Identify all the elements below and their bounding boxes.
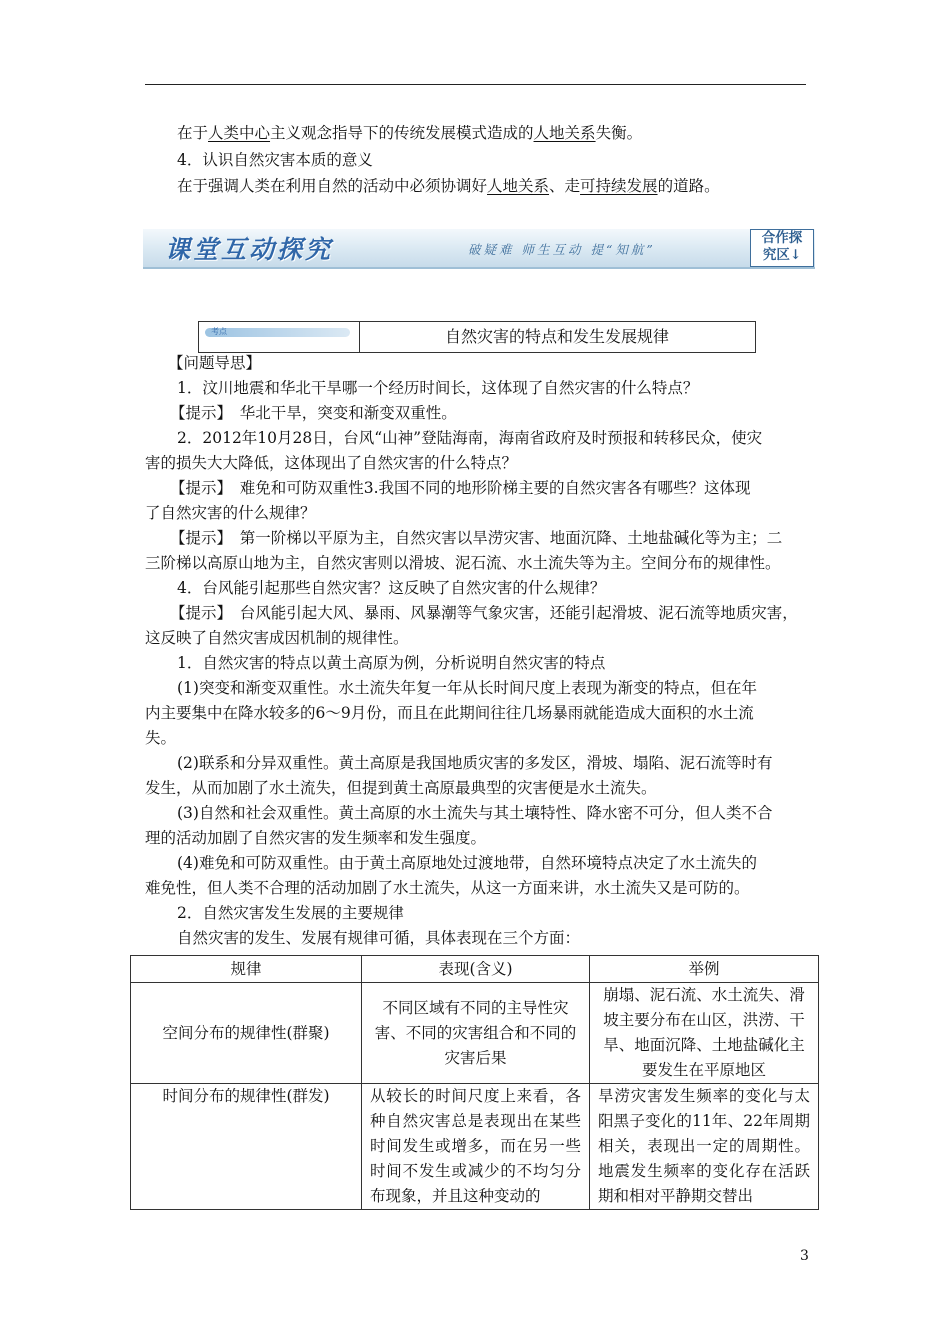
- table-cell-rule: 空间分布的规律性(群聚): [131, 983, 362, 1084]
- paragraph-line: 自然灾害的发生、发展有规律可循，具体表现在三个方面：: [177, 929, 581, 947]
- table-row: [131, 1084, 819, 1210]
- paragraph-line: 三阶梯以高原山地为主，自然灾害则以滑坡、泥石流、水土流失等为主。空间分布的规律性。: [145, 554, 781, 572]
- intro-line-1: [177, 121, 842, 146]
- underlined-term: 人类中心: [208, 124, 271, 142]
- paragraph-line: 【提示】 台风能引起大风、暴雨、风暴潮等气象灾害，还能引起滑坡、泥石流等地质灾害，: [170, 604, 798, 622]
- paragraph-line: 了自然灾害的什么规律？: [145, 504, 316, 522]
- page-number: 3: [800, 1248, 809, 1264]
- text-run: 在于: [177, 124, 209, 142]
- section-banner: [143, 229, 815, 269]
- paragraph-line: 【提示】 第一阶梯以平原为主，自然灾害以旱涝灾害、地面沉降、土地盐碱化等为主；二: [170, 529, 783, 547]
- text-run: 、走: [549, 177, 581, 195]
- table-cell-meaning: 不同区域有不同的主导性灾害、不同的灾害组合和不同的灾害后果: [362, 983, 590, 1084]
- paragraph-line: 理的活动加剧了自然灾害的发生频率和发生强度。: [145, 829, 487, 847]
- header-rule: [145, 84, 806, 85]
- banner-title: 课堂互动探究: [165, 235, 334, 264]
- table-cell-example: 崩塌、泥石流、水土流失、滑坡主要分布在山区，洪涝、干旱、地面沉降、土地盐碱化主要发生在平原地区: [590, 983, 819, 1084]
- paragraph-line: 【提示】 难免和可防双重性3.我国不同的地形阶梯主要的自然灾害各有哪些？这体现: [170, 479, 751, 497]
- table-header-row: [131, 956, 819, 983]
- table-cell-rule: 时间分布的规律性(群发): [131, 1084, 362, 1210]
- table-row: [131, 983, 819, 1084]
- paragraph-line: 1．自然灾害的特点以黄土高原为例，分析说明自然灾害的特点: [177, 654, 606, 672]
- paragraph-line: (4)难免和可防双重性。由于黄土高原地处过渡地带，自然环境特点决定了水土流失的: [177, 854, 757, 872]
- banner-subtitle: 破疑难 师生互动 提“知航”: [468, 242, 656, 257]
- badge-line-1: 合作探: [761, 230, 803, 246]
- underlined-term: 可持续发展: [580, 177, 658, 195]
- paragraph-line: 害的损失大大降低，这体现出了自然灾害的什么特点？: [145, 454, 518, 472]
- paragraph-line: 2．自然灾害发生发展的主要规律: [177, 904, 404, 922]
- question-guide-heading: 【问题导思】: [168, 354, 262, 372]
- paragraph-line: (3)自然和社会双重性。黄土高原的水土流失与其土壤特性、降水密不可分，但人类不合: [177, 804, 773, 822]
- text-run: 的道路。: [657, 177, 720, 195]
- text-run: 失衡。: [595, 124, 643, 142]
- paragraph-line: 难免性，但人类不合理的活动加剧了水土流失，从这一方面来讲，水土流失又是可防的。: [145, 879, 750, 897]
- table-cell-meaning: 从较长的时间尺度上来看，各种自然灾害总是表现出在某些时间发生或增多，而在另一些时间不发生或减少的不均匀分布现象，并且这种变动的: [362, 1084, 590, 1210]
- paragraph-line: 发生，从而加剧了水土流失，但提到黄土高原最典型的灾害便是水土流失。: [145, 779, 657, 797]
- paragraph-line: 2．2012年10月28日，台风“山神”登陆海南，海南省政府及时预报和转移民众，使灾: [177, 429, 763, 447]
- intro-line-2: 4．认识自然灾害本质的意义: [177, 151, 373, 169]
- banner-cooperative-zone-badge: [750, 229, 814, 267]
- disaster-rules-table: [130, 955, 819, 1210]
- paragraph-line: 内主要集中在降水较多的6～9月份，而且在此期间往往几场暴雨就能造成大面积的水土流: [145, 704, 754, 722]
- topic-heading: 自然灾害的特点和发生发展规律: [444, 327, 669, 346]
- topic-tag-label: 考点: [211, 327, 227, 336]
- topic-heading-box: [198, 321, 756, 353]
- badge-line-2: 究区↓: [762, 247, 802, 263]
- table-header-cell: 举例: [590, 956, 819, 983]
- text-run: 主义观念指导下的传统发展模式造成的: [270, 124, 534, 142]
- paragraph-line: 【提示】 华北干旱，突变和渐变双重性。: [170, 404, 457, 422]
- text-run: 在于强调人类在利用自然的活动中必须协调好: [177, 177, 488, 195]
- paragraph-line: 这反映了自然灾害成因机制的规律性。: [145, 629, 409, 647]
- underlined-term: 人地关系: [487, 177, 550, 195]
- table-header-cell: 规律: [131, 956, 362, 983]
- paragraph-line: (1)突变和渐变双重性。水土流失年复一年从长时间尺度上表现为渐变的特点，但在年: [177, 679, 757, 697]
- intro-line-3: [177, 174, 842, 199]
- table-header-cell: 表现(含义): [362, 956, 590, 983]
- table-cell-example: 旱涝灾害发生频率的变化与太阳黑子变化的11年、22年周期相关，表现出一定的周期性。地震发生频率的变化存在活跃期和相对平静期交替出: [590, 1084, 819, 1210]
- underlined-term: 人地关系: [533, 124, 596, 142]
- paragraph-line: (2)联系和分异双重性。黄土高原是我国地质灾害的多发区，滑坡、塌陷、泥石流等时有: [177, 754, 773, 772]
- paragraph-line: 4．台风能引起那些自然灾害？这反映了自然灾害的什么规律？: [177, 579, 606, 597]
- paragraph-line: 1．汶川地震和华北干旱哪一个经历时间长，这体现了自然灾害的什么特点？: [177, 379, 699, 397]
- topic-tag: [199, 322, 360, 352]
- paragraph-line: 失。: [145, 729, 177, 747]
